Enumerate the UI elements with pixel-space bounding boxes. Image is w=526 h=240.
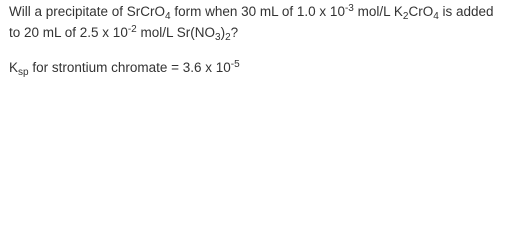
subscript-text: 4 xyxy=(433,11,439,22)
subscript-text: 3 xyxy=(215,32,221,43)
text-segment: CrO xyxy=(408,4,434,19)
question-line-2 xyxy=(9,24,238,41)
text-segment: to 20 mL of 2.5 x 10 xyxy=(9,25,128,40)
subscript-text: 2 xyxy=(225,32,231,43)
question-line-1 xyxy=(9,3,494,20)
ksp-line xyxy=(9,59,240,76)
text-segment: mol/L K xyxy=(353,4,403,19)
superscript-text: -5 xyxy=(230,59,240,70)
subscript-text: 4 xyxy=(165,11,171,22)
subscript-text: 2 xyxy=(402,11,409,22)
text-segment: ) xyxy=(220,25,226,40)
text-segment: K xyxy=(9,60,19,75)
text-segment: Will a precipitate of SrCrO xyxy=(9,4,166,19)
text-segment: is added xyxy=(438,4,494,19)
text-segment: for strontium chromate = 3.6 x 10 xyxy=(28,60,231,75)
question-page xyxy=(0,0,526,92)
superscript-text: -3 xyxy=(344,3,354,14)
text-segment: ? xyxy=(230,25,239,40)
text-segment: form when 30 mL of 1.0 x 10 xyxy=(170,4,345,19)
superscript-text: -2 xyxy=(127,24,137,35)
subscript-text: sp xyxy=(18,67,29,78)
text-segment: mol/L Sr(NO xyxy=(136,25,215,40)
